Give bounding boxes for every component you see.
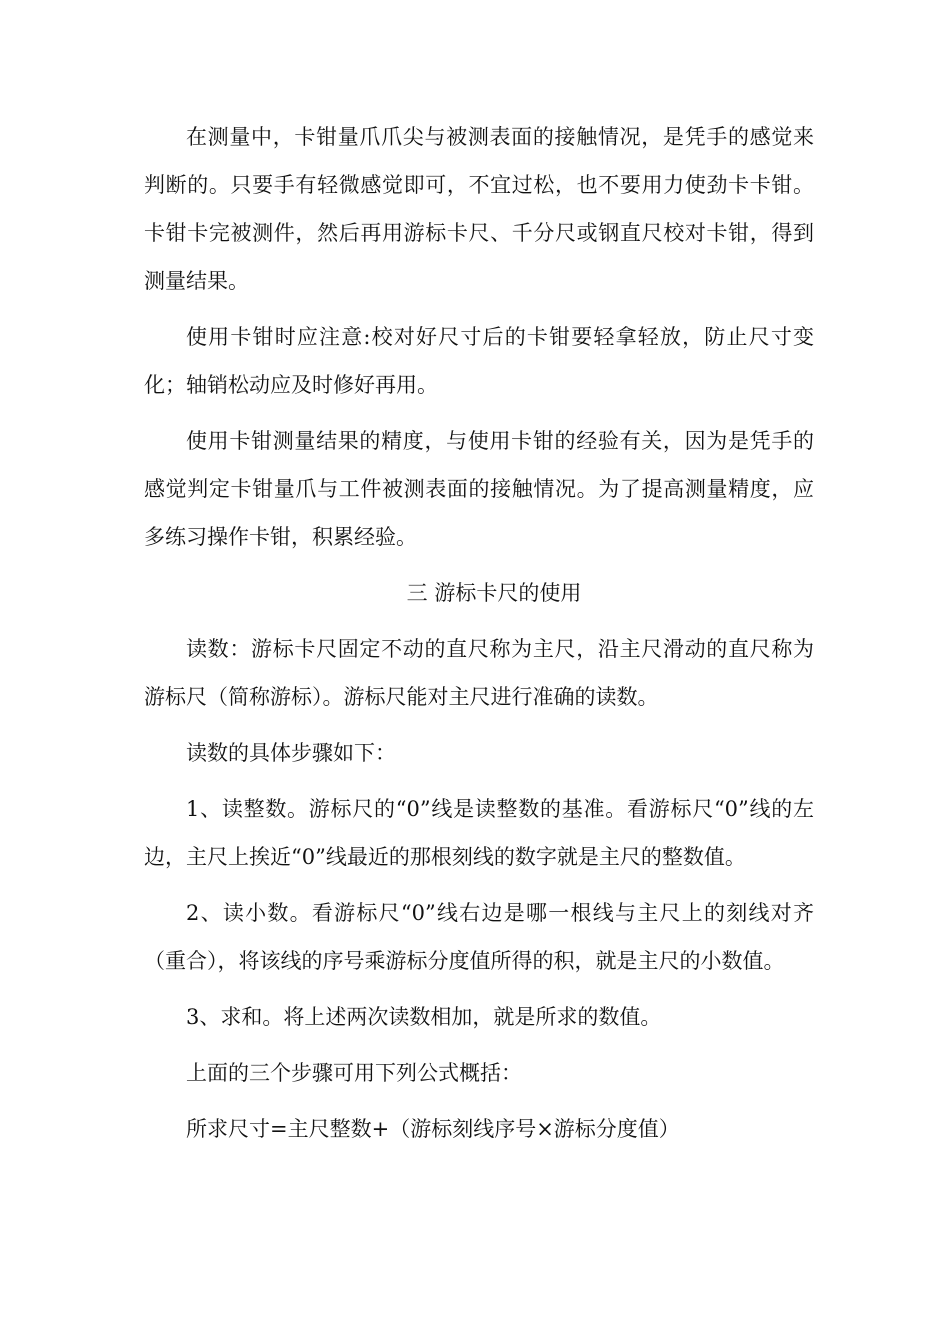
paragraph-caliper-notes: 使用卡钳时应注意:校对好尺寸后的卡钳要轻拿轻放，防止尺寸变化；轴销松动应及时修好再用。 — [144, 325, 814, 397]
document-body — [144, 113, 814, 1153]
paragraph-step-1: 1、读整数。游标尺的“0”线是读整数的基准。看游标尺“0”线的左边，主尺上挨近“0”线最近的那根刻线的数字就是主尺的整数值。 — [144, 797, 814, 869]
paragraph-reading-steps-intro: 读数的具体步骤如下： — [186, 741, 396, 765]
formula-line: 所求尺寸=主尺整数+（游标刻线序号×游标分度值） — [186, 1117, 680, 1141]
paragraph-step-2: 2、读小数。看游标尺“0”线右边是哪一根线与主尺上的刻线对齐（重合），将该线的序号乘游标分度值所得的积，就是主尺的小数值。 — [144, 901, 814, 973]
paragraph-formula-intro: 上面的三个步骤可用下列公式概括： — [186, 1061, 522, 1085]
paragraph-reading-intro: 读数：游标卡尺固定不动的直尺称为主尺，沿主尺滑动的直尺称为游标尺（简称游标）。游标尺能对主尺进行准确的读数。 — [144, 637, 814, 709]
paragraph-caliper-precision: 使用卡钳测量结果的精度，与使用卡钳的经验有关，因为是凭手的感觉判定卡钳量爪与工件被测表面的接触情况。为了提高测量精度，应多练习操作卡钳，积累经验。 — [144, 429, 814, 549]
paragraph-step-3: 3、求和。将上述两次读数相加，就是所求的数值。 — [186, 1005, 662, 1029]
paragraph-caliper-contact: 在测量中，卡钳量爪爪尖与被测表面的接触情况，是凭手的感觉来判断的。只要手有轻微感觉即可，不宜过松，也不要用力使劲卡卡钳。卡钳卡完被测件，然后再用游标卡尺、千分尺或钢直尺校对卡钳，得到测量结果。 — [144, 125, 814, 293]
section-heading: 三 游标卡尺的使用 — [406, 581, 582, 605]
